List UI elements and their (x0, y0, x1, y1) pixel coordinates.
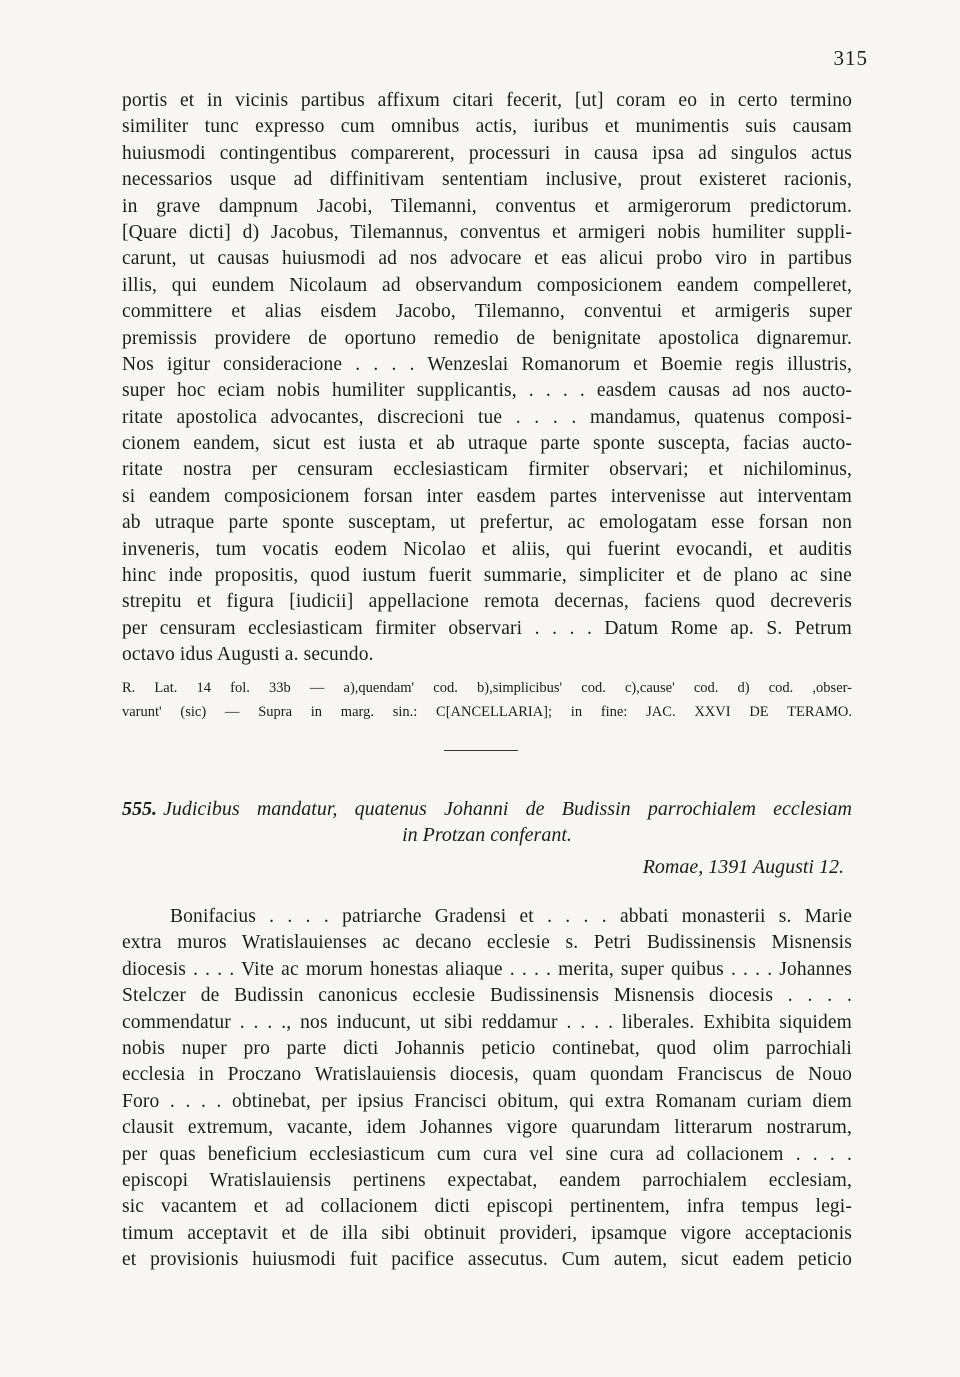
letter-line-14: et provisionis huiusmodi fuit pacifice assecutus. Cum autem, sicut eadem peticio (122, 1249, 852, 1271)
body-line-16: si eandem composicionem forsan inter easdem partes intervenisse aut interventam (122, 485, 852, 507)
letter-line-5: commendatur . . . ., nos inducunt, ut sibi reddamur . . . . liberales. Exhibita siquidem (122, 1011, 852, 1033)
page-number: 315 (833, 46, 868, 70)
letter-line-8: Foro . . . . obtinebat, per ipsius Francisci obitum, qui extra Romanam curiam diem (122, 1090, 852, 1112)
body-line-7: carunt, ut causas huiusmodi ad nos advocare et eas alicui probo viro in partibus (122, 248, 852, 270)
body-line-4: necessarios usque ad diffinitivam sententiam inclusive, prout existeret racionis, (122, 169, 852, 191)
footnote-line-2: varunt' (sic) — Supra in marg. sin.: C[ANCELLARIA]; in fine: JAC. XXVI DE TERAMO. (122, 704, 852, 720)
letter-line-1: Bonifacius . . . . patriarche Gradensi et . . . . abbati monasterii s. Marie (170, 906, 852, 927)
letter-line-3: diocesis . . . . Vite ac morum honestas aliaque . . . . merita, super quibus . . . . Johannes (122, 958, 852, 980)
letter-line-7: ecclesia in Proczano Wratislauiensis diocesis, quam quondam Franciscus de Nouo (122, 1064, 852, 1086)
body-line-6: [Quare dicti] d) Jacobus, Tilemannus, conventus et armigeri nobis humiliter suppli- (122, 221, 852, 243)
letter-text-block (122, 904, 852, 1273)
body-line-5: in grave dampnum Jacobi, Tilemanni, conventus et armigerorum predictorum. (122, 195, 852, 217)
section-separator (444, 750, 518, 751)
main-text-block (122, 88, 852, 669)
body-line-12: super hoc eciam nobis humiliter supplicantis, . . . . easdem causas ad nos aucto- (122, 380, 852, 402)
letter-line-4: Stelczer de Budissin canonicus ecclesie Budissinensis Misnensis diocesis . . . . (122, 985, 852, 1007)
body-line-19: hinc inde propositis, quod iustum fuerit summarie, simpliciter et de plano ac sine (122, 565, 852, 587)
letter-line-6: nobis nuper pro parte dicti Johannis peticio continebat, quod olim parrochiali (122, 1037, 852, 1059)
body-line-11: Nos igitur consideracione . . . . Wenzeslai Romanorum et Boemie regis illustris, (122, 353, 852, 375)
body-line-17: ab utraque parte sponte susceptam, ut prefertur, ac emologatam esse forsan non (122, 512, 852, 534)
body-line-10: premissis providere de oportuno remedio de benignitate apostolica dignaremur. (122, 327, 852, 349)
body-line-8: illis, qui eundem Nicolaum ad observandum composicionem eandem compelleret, (122, 274, 852, 296)
footnote-line-1: R. Lat. 14 fol. 33b — a),quendam' cod. b),simplicibus' cod. c),cause' cod. d) cod. ,obser- (122, 680, 852, 696)
letter-line-11: episcopi Wratislauiensis pertinens expectabat, eandem parrochialem ecclesiam, (122, 1169, 852, 1191)
heading-line-2: in Protzan conferant. (402, 824, 572, 846)
document-number: 555. (122, 798, 157, 820)
heading-text-1: Judicibus mandatur, quatenus Johanni de Budissin parrochialem ecclesiam (163, 798, 852, 820)
body-line-20: strepitu et figura [iudicii] appellacione remota decernas, faciens quod decreveris (122, 591, 852, 613)
body-line-9: committere et alias eisdem Jacobo, Tilemanno, conventui et armigeris super (122, 301, 852, 323)
body-line-22: octavo idus Augusti a. secundo. (122, 644, 374, 666)
body-line-1: portis et in vicinis partibus affixum citari fecerit, [ut] coram eo in certo termino (122, 90, 852, 111)
letter-line-10: per quas beneficium ecclesiasticum cum cura vel sine cura ad collacionem . . . . (122, 1143, 852, 1165)
body-line-18: inveneris, tum vocatis eodem Nicolao et aliis, qui fuerint evocandi, et auditis (122, 538, 852, 560)
body-line-3: huiusmodi contingentibus comparerent, processuri in causa ipsa ad singulos actus (122, 142, 852, 164)
body-line-2: similiter tunc expresso cum omnibus actis, iuribus et munimentis suis causam (122, 116, 852, 138)
body-line-13: ritate apostolica advocantes, discrecioni tue . . . . mandamus, quatenus composi- (122, 406, 852, 428)
body-line-15: ritate nostra per censuram ecclesiasticam firmiter observari; et nichilominus, (122, 459, 852, 481)
letter-line-2: extra muros Wratislauienses ac decano ecclesie s. Petri Budissinensis Misnensis (122, 932, 852, 954)
body-line-14: cionem eandem, sicut est iusta et ab utraque parte sponte suscepta, facias aucto- (122, 433, 852, 455)
footnote-block (122, 676, 852, 724)
dateline: Romae, 1391 Augusti 12. (642, 856, 844, 878)
letter-line-12: sic vacantem et ad collacionem dicti episcopi pertinentem, infra tempus legi- (122, 1196, 852, 1218)
letter-line-13: timum acceptavit et de illa sibi obtinuit provideri, ipsamque vigore acceptacionis (122, 1222, 852, 1244)
body-line-21: per censuram ecclesiasticam firmiter observari . . . . Datum Rome ap. S. Petrum (122, 617, 852, 639)
document-heading (122, 796, 852, 848)
letter-line-9: clausit extremum, vacante, idem Johannes vigore quarundam litterarum nostrarum, (122, 1117, 852, 1139)
heading-line-1 (122, 796, 852, 822)
